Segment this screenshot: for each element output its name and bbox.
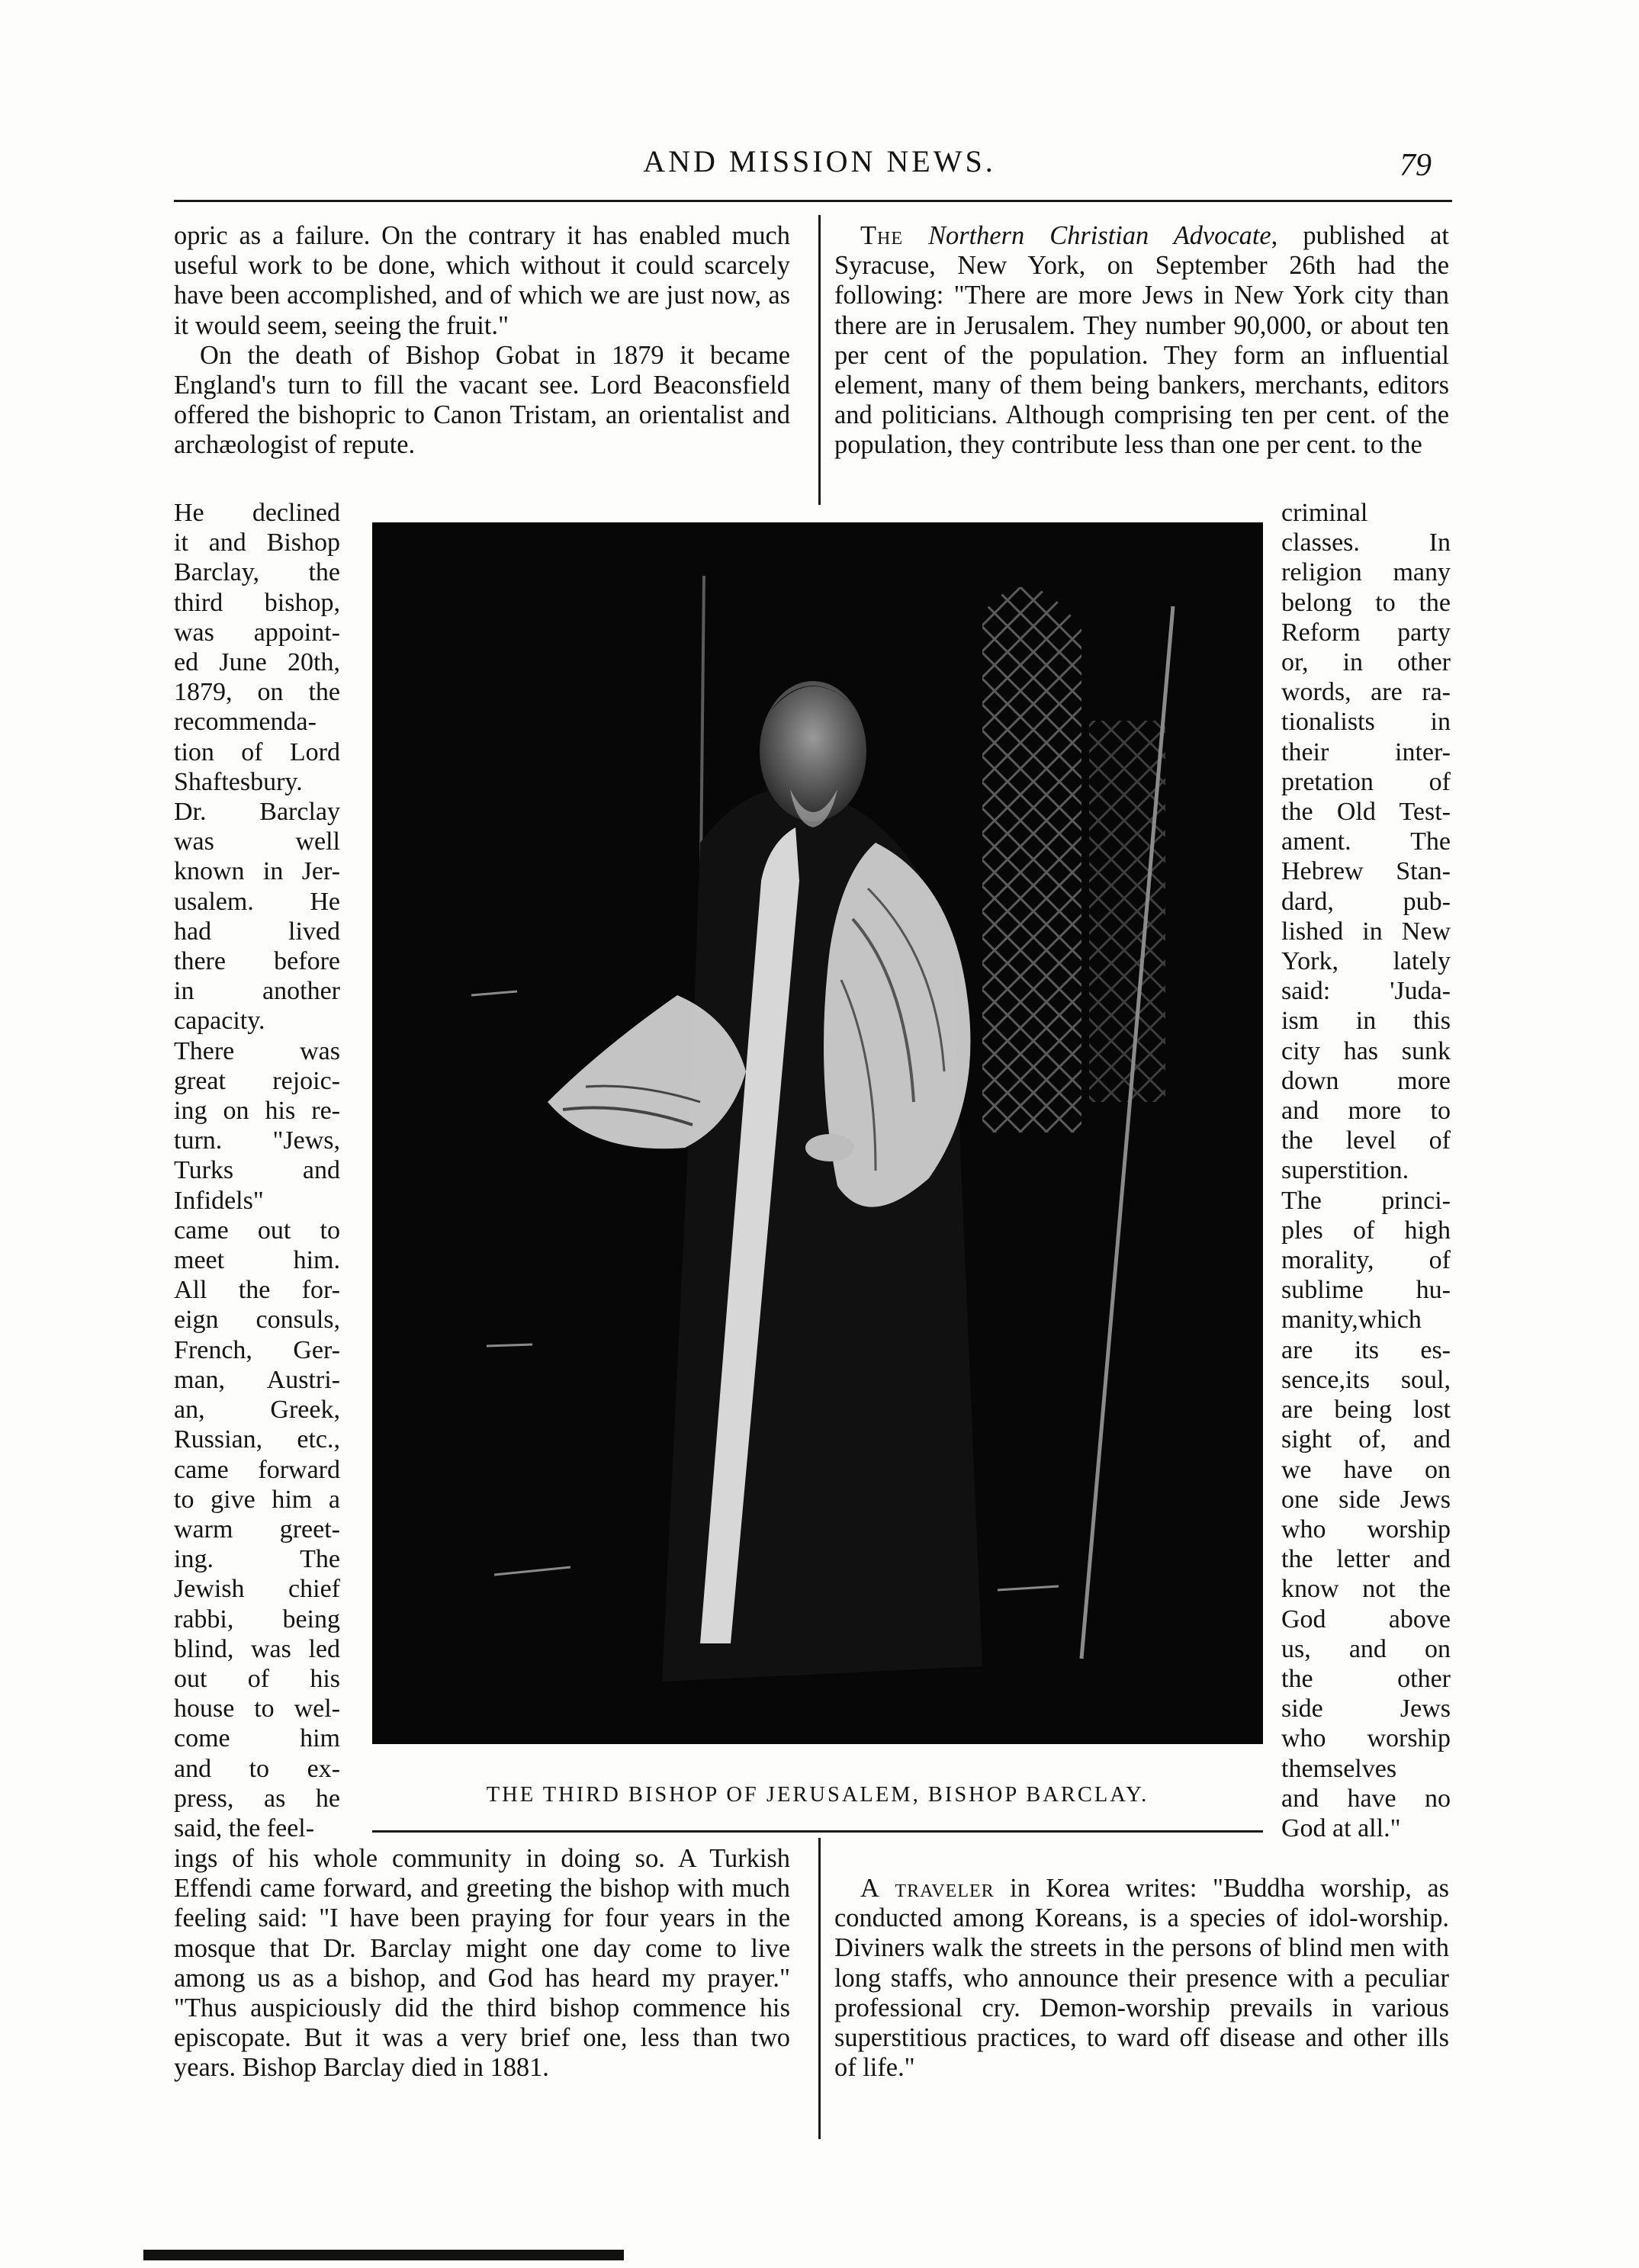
column-line: the level of xyxy=(1281,1126,1451,1155)
column-line: Turks and xyxy=(174,1156,340,1185)
column-line: 1879, on the xyxy=(174,678,340,707)
leaded-window xyxy=(1089,721,1165,1102)
face xyxy=(760,681,866,821)
column-line: had lived xyxy=(174,917,340,946)
column-line: He declined xyxy=(174,499,340,527)
column-line: who worship xyxy=(1281,1724,1451,1753)
column-line: blind, was led xyxy=(174,1634,340,1663)
column-line: ed June 20th, xyxy=(174,648,340,677)
column-line: eign consuls, xyxy=(174,1306,340,1335)
column-line: God above xyxy=(1281,1605,1451,1634)
column-line: Hebrew Stan- xyxy=(1281,857,1451,886)
column-line: down more xyxy=(1281,1066,1451,1095)
column-line: turn. "Jews, xyxy=(174,1126,340,1155)
column-line: criminal xyxy=(1281,499,1368,527)
column-line: Jewish chief xyxy=(174,1575,340,1604)
column-line: or, in other xyxy=(1281,648,1451,677)
column-line: classes. In xyxy=(1281,528,1451,557)
column-line: it and Bishop xyxy=(174,528,340,557)
column-line: their inter- xyxy=(1281,737,1451,766)
column-line: are its es- xyxy=(1281,1335,1451,1364)
column-line: the letter and xyxy=(1281,1545,1451,1574)
column-line: to give him a xyxy=(174,1485,340,1514)
right-column-top xyxy=(834,221,1449,461)
column-line: was well xyxy=(174,827,340,856)
column-line: house to wel- xyxy=(174,1695,340,1723)
column-line: meet him. xyxy=(174,1246,340,1275)
column-line: Shaftesbury. xyxy=(174,767,303,796)
column-line: French, Ger- xyxy=(174,1335,340,1364)
column-line: us, and on xyxy=(1281,1634,1451,1663)
column-line: superstition. xyxy=(1281,1156,1409,1185)
header-rule xyxy=(174,200,1452,202)
publication-title: Northern Christian Advocate xyxy=(928,221,1271,250)
column-line: the other xyxy=(1281,1664,1451,1693)
left-narrow-column xyxy=(174,498,340,1843)
item-lead: The xyxy=(860,221,903,250)
left-column-top xyxy=(174,221,790,461)
column-line: man, Austri- xyxy=(174,1365,340,1394)
left-column-bottom xyxy=(174,1844,790,2083)
column-line: out of his xyxy=(174,1664,340,1693)
column-line: usalem. He xyxy=(174,887,340,916)
column-line: York, lately xyxy=(1281,947,1451,976)
column-line: warm greet- xyxy=(174,1515,340,1544)
column-line: tion of Lord xyxy=(174,737,340,766)
column-line: there before xyxy=(174,947,340,976)
column-line: press, as he xyxy=(174,1784,340,1813)
running-title: AND MISSION NEWS. xyxy=(643,144,996,178)
bishop-portrait-engraving xyxy=(372,522,1263,1744)
illustration-caption: THE THIRD BISHOP OF JERUSALEM, BISHOP BARCLAY. xyxy=(486,1783,1149,1807)
column-line: Dr. Barclay xyxy=(174,798,340,827)
column-line: words, are ra- xyxy=(1281,678,1451,707)
column-line: ism in this xyxy=(1281,1007,1451,1036)
column-line: an, Greek, xyxy=(174,1396,340,1425)
paragraph-text: On the death of Bishop Gobat in 1879 it became England's turn to fill the vacant see. Lord Beaconsfield offered the bishopric to Canon Tristam, an orientalist and archæologist of repute. xyxy=(174,340,790,460)
column-line: the Old Test- xyxy=(1281,798,1451,827)
column-line: recommenda- xyxy=(174,708,317,737)
right-narrow-column xyxy=(1281,498,1451,1843)
column-line: ing. The xyxy=(174,1545,340,1574)
portrait-illustration xyxy=(372,522,1263,1744)
column-line: Barclay, the xyxy=(174,558,340,587)
column-line: Infidels" xyxy=(174,1186,264,1215)
column-line: themselves xyxy=(1281,1754,1397,1783)
column-line: God at all." xyxy=(1281,1813,1401,1842)
column-line: The princi- xyxy=(1281,1186,1451,1215)
column-line: came out to xyxy=(174,1216,340,1245)
column-line: ing on his re- xyxy=(174,1097,340,1126)
paragraph-text: , published at Syracuse, New York, on September 26th had the following: "There are more Jews in New York city than there are in Jerusalem. They number 90,000, or about ten per cent of the population. They form an influential element, many of them being bankers, merchants, editors and politicians. Although comprising ten per cent. of the population, they contribute less than one per cent. to the xyxy=(834,221,1449,460)
column-line: sublime hu- xyxy=(1281,1276,1451,1305)
column-line: come him xyxy=(174,1724,340,1753)
column-line: one side Jews xyxy=(1281,1485,1451,1514)
column-line: rabbi, being xyxy=(174,1605,340,1634)
column-line: tionalists in xyxy=(1281,708,1451,737)
column-line: ples of high xyxy=(1281,1216,1451,1245)
column-line: belong to the xyxy=(1281,588,1451,617)
column-line: capacity. xyxy=(174,1007,265,1036)
column-line: and more to xyxy=(1281,1097,1451,1126)
column-line: lished in New xyxy=(1281,917,1451,946)
column-line: Reform party xyxy=(1281,618,1451,647)
right-column-bottom xyxy=(834,1874,1449,2083)
column-line: pretation of xyxy=(1281,767,1451,796)
paragraph-text: opric as a failure. On the contrary it has enabled much useful work to be done, which without it could scarcely have been accomplished, and of which we are just now, as it would seem, seeing the fruit." xyxy=(174,221,790,340)
column-line: ament. The xyxy=(1281,827,1451,856)
column-line: religion many xyxy=(1281,558,1451,587)
column-line: There was xyxy=(174,1036,340,1065)
page-number: 79 xyxy=(1400,148,1432,183)
column-line: and to ex- xyxy=(174,1754,340,1783)
column-line: said, the feel- xyxy=(174,1813,315,1842)
column-line: All the for- xyxy=(174,1276,340,1305)
bottom-edge-bar xyxy=(143,2250,624,2260)
column-line: great rejoic- xyxy=(174,1066,340,1095)
column-line: know not the xyxy=(1281,1575,1451,1604)
hands xyxy=(805,1134,854,1161)
column-line: manity,which xyxy=(1281,1306,1422,1335)
column-line: are being lost xyxy=(1281,1396,1451,1425)
column-line: side Jews xyxy=(1281,1695,1451,1723)
column-line: in another xyxy=(174,977,340,1006)
column-divider-top xyxy=(818,215,821,505)
column-line: morality, of xyxy=(1281,1246,1451,1275)
paragraph-text: in Korea writes: "Buddha worship, as conducted among Koreans, is a species of idol-worship. Diviners walk the streets in the persons of blind men with long staffs, who announce their presence with a peculiar professional cry. Demon-worship prevails in various superstitious practices, to ward off disease and other ills of life." xyxy=(834,1874,1450,2083)
news-item-advocate xyxy=(834,221,1449,461)
column-line: we have on xyxy=(1281,1455,1451,1484)
column-line: sence,its soul, xyxy=(1281,1365,1451,1394)
column-line: who worship xyxy=(1281,1515,1451,1544)
item-lead: A traveler xyxy=(860,1874,995,1903)
column-line: dard, pub- xyxy=(1281,887,1451,916)
column-line: Russian, etc., xyxy=(174,1425,340,1454)
leaded-window xyxy=(982,586,1081,1132)
column-line: city has sunk xyxy=(1281,1036,1451,1065)
paragraph-text: ings of his whole community in doing so. A Turkish Effendi came forward, and greeting the bishop with much feeling said: "I have been praying for four years in the mosque that Dr. Barclay might one day come to live among us as a bishop, and God has heard my prayer." "Thus auspiciously did the third bishop commence his episcopate. But it was a very brief one, less than two years. Bishop Barclay died in 1881. xyxy=(174,1844,790,2083)
column-divider-bottom xyxy=(818,1838,821,2139)
column-line: came forward xyxy=(174,1455,340,1484)
column-line: sight of, and xyxy=(1281,1425,1451,1454)
column-line: and have no xyxy=(1281,1784,1451,1813)
column-line: said: 'Juda- xyxy=(1281,977,1451,1006)
column-line: was appoint- xyxy=(174,618,340,647)
news-item-korea xyxy=(834,1874,1449,2083)
column-line: known in Jer- xyxy=(174,857,340,886)
caption-rule xyxy=(372,1830,1263,1833)
column-line: third bishop, xyxy=(174,588,340,617)
